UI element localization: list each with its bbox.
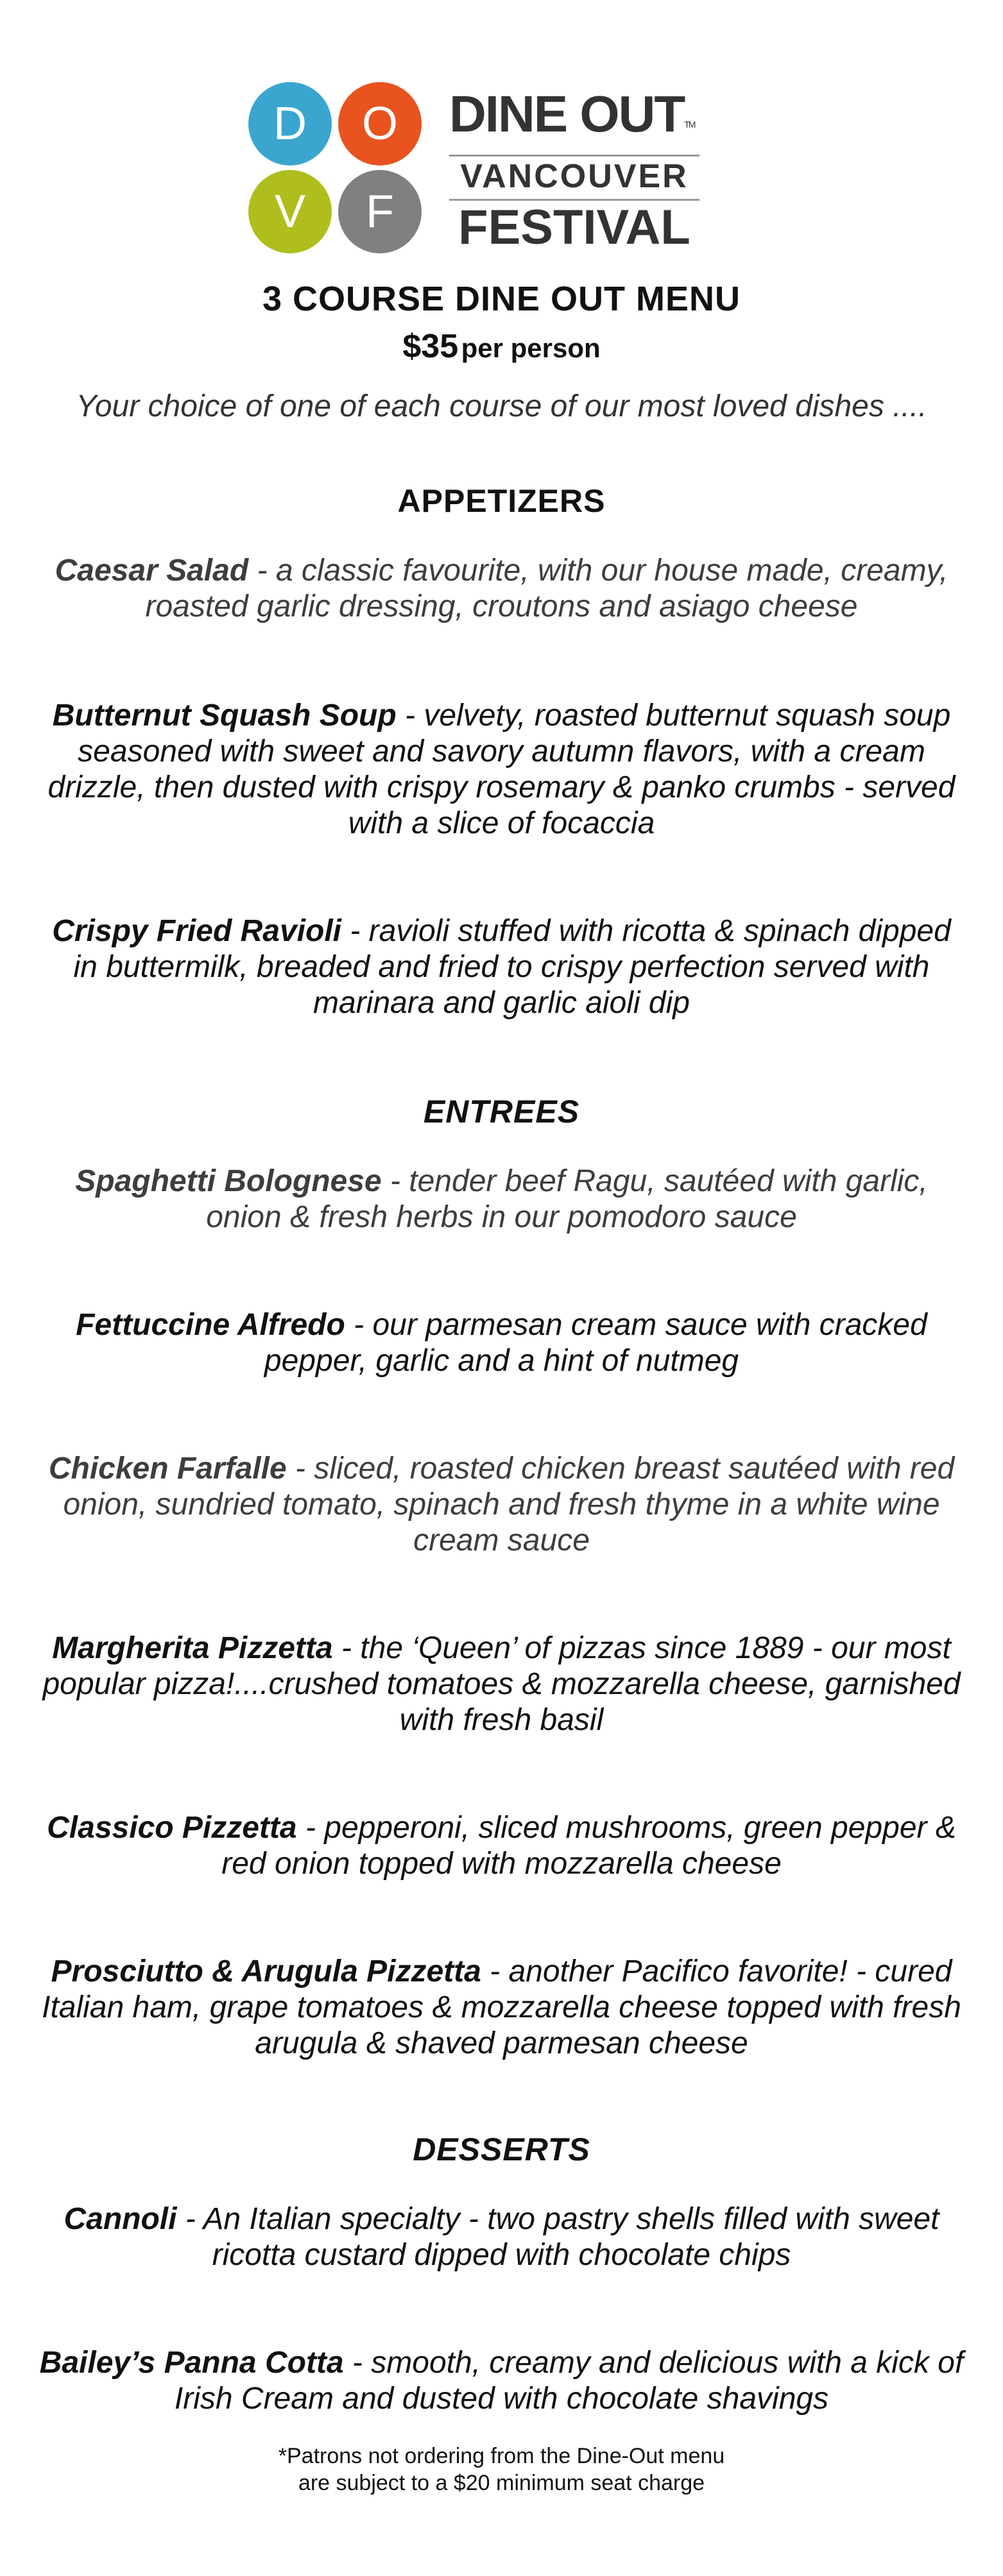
logo-circle-v: V [248, 170, 332, 253]
item-name: Crispy Fried Ravioli [52, 914, 341, 948]
item-description: - a classic favourite, with our house made, creamy, roasted garlic dressing, croutons and asiago cheese [145, 554, 948, 623]
item-name: Margherita Pizzetta [52, 1631, 333, 1665]
item-name: Butternut Squash Soup [52, 699, 397, 733]
logo-circle-o: O [338, 82, 422, 165]
logo-festival: FESTIVAL [458, 200, 690, 255]
menu-title: 3 COURSE DINE OUT MENU [262, 280, 741, 318]
item-description: - our parmesan cream sauce with cracked pepper, garlic and a hint of nutmeg [264, 1308, 927, 1378]
menu-item [39, 553, 964, 625]
menu-item [39, 2201, 964, 2273]
item-name: Chicken Farfalle [48, 1452, 287, 1486]
item-description: - another Pacifico favorite! - cured Italian ham, grape tomatoes & mozzarella cheese topped with fresh arugula & shaved parmesan cheese [42, 1954, 961, 2060]
menu-item [39, 698, 964, 842]
item-description: - sliced, roasted chicken breast sautéed with red onion, sundried tomato, spinach and fresh thyme in a white wine cream sauce [63, 1452, 955, 1557]
item-name: Spaghetti Bolognese [75, 1164, 382, 1198]
menu-item [39, 2345, 964, 2417]
logo-wordmark [449, 87, 703, 255]
menu-item [39, 1164, 964, 1235]
menu-item [39, 1810, 964, 1882]
menu-item [39, 1451, 964, 1559]
section-heading-appetizers: APPETIZERS [397, 483, 606, 519]
logo-dine-out: DINE OUT™ [449, 85, 695, 142]
item-description: - tender beef Ragu, sautéed with garlic, onion & fresh herbs in our pomodoro sauce [206, 1164, 928, 1234]
menu-intro: Your choice of one of each course of our most loved dishes .... [76, 389, 927, 423]
seat-charge-note-line-2: are subject to a $20 minimum seat charge [298, 2471, 705, 2495]
item-description: - pepperoni, sliced mushrooms, green pepper & red onion topped with mozzarella cheese [221, 1811, 956, 1881]
item-name: Bailey’s Panna Cotta [39, 2346, 344, 2380]
menu-price [0, 327, 1003, 366]
logo-circle-d: D [248, 82, 332, 165]
price-suffix: per person [461, 333, 601, 363]
price-amount: $35 [402, 328, 459, 365]
logo-vancouver: VANCOUVER [460, 158, 689, 195]
menu-item [39, 913, 964, 1021]
item-name: Cannoli [64, 2202, 177, 2236]
section-heading-desserts: DESSERTS [413, 2131, 590, 2167]
item-name: Caesar Salad [55, 554, 249, 588]
menu-item [39, 1954, 964, 2062]
seat-charge-note-line-1: *Patrons not ordering from the Dine-Out menu [278, 2444, 725, 2468]
item-name: Classico Pizzetta [47, 1811, 297, 1845]
logo-circle-f: F [338, 170, 422, 253]
item-name: Prosciutto & Arugula Pizzetta [51, 1954, 481, 1988]
section-heading-entrees: ENTREES [423, 1094, 580, 1130]
dine-out-logo [244, 74, 706, 266]
item-description: - An Italian specialty - two pastry shells filled with sweet ricotta custard dipped with chocolate chips [176, 2202, 939, 2272]
menu-item [39, 1307, 964, 1379]
item-name: Fettuccine Alfredo [76, 1308, 345, 1342]
logo-trademark: TM [684, 119, 695, 130]
item-description: - ravioli stuffed with ricotta & spinach dipped in buttermilk, breaded and fried to crispy perfection served with marinara and garlic aioli dip [73, 914, 951, 1020]
seat-charge-note [0, 2443, 1003, 2496]
item-description: - smooth, creamy and delicious with a kick of Irish Cream and dusted with chocolate shavings [174, 2346, 964, 2416]
item-description: - the ‘Queen’ of pizzas since 1889 - our most popular pizza!....crushed tomatoes & mozzarella cheese, garnished with fresh basil [42, 1631, 961, 1737]
item-description: - velvety, roasted butternut squash soup seasoned with sweet and savory autumn flavors, with a cream drizzle, then dusted with crispy rosemary & panko crumbs - served with a slice of focaccia [47, 699, 956, 840]
menu-item [39, 1631, 964, 1738]
